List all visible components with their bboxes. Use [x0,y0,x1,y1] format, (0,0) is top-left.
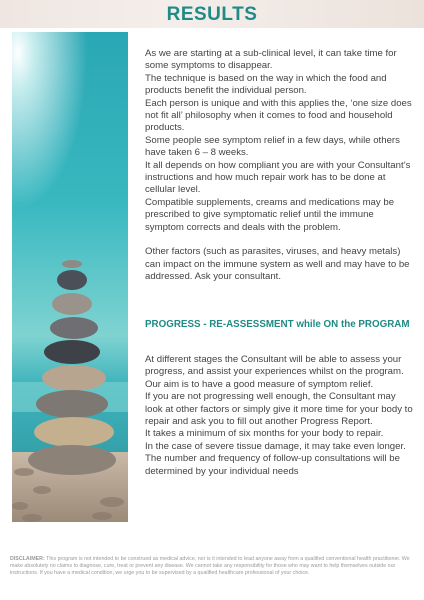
intro-paragraph: Compatible supplements, creams and medications may be prescribed to give symptomatic relief until the immune symptom corrects and deals with the problem. [145,196,395,233]
progress-text [145,354,413,478]
intro-paragraph: As we are starting at a sub-clinical level, it can take time for some symptoms to disappear. [145,48,397,72]
other-factors-paragraph: Other factors (such as parasites, viruses, and heavy metals) can impact on the immune system as well and may have to be addressed. Ask your consultant. [145,246,410,282]
disclaimer-text: This program is not intended to be construed as medical advice, nor is it intended to lead anyone away from a qualified conventional health practitioner. We make absolutely no claims to diagnose, cure, treat or prevent any disease. We cannot take any responsibility for those who may want to help themselves outside our instructions. If you have a medical condition, we urge you to be supervised by a qualified healthcare professional of your choice. [10,556,410,577]
stacked-stones-photo [12,32,128,522]
progress-paragraph: The number and frequency of follow-up consultations will be determined by your individual needs [145,453,400,477]
disclaimer-label: DISCLAIMER: [10,556,45,562]
paragraph-gap [145,234,413,246]
page-title: RESULTS [166,4,258,25]
intro-paragraph: Some people see symptom relief in a few days, while others have taken 6 – 8 weeks. [145,134,400,159]
progress-paragraph: If you are not progressing well enough, the Consultant may look at other factors or simply give it more time for your body to repair and ask you to fill out another Progress Report. [145,391,413,428]
disclaimer [10,556,414,578]
intro-paragraph: Each person is unique and with this applies the, ‘one size does not fit all’ philosophy when it comes to food and household products. [145,97,412,134]
intro-paragraph: It all depends on how compliant you are with your Consultant’s instructions and how much repair work has to be done at cellular level. [145,159,411,196]
intro-text [145,48,413,283]
progress-heading: PROGRESS - RE-ASSESSMENT while ON the PROGRAM [145,319,410,330]
progress-paragraph: At different stages the Consultant will be able to assess your progress, and assist your experiences whilst on the program. Our aim is to have a good measure of symptom relief. [145,354,404,390]
progress-paragraph: It takes a minimum of six months for your body to repair. [145,428,384,440]
progress-paragraph: In the case of severe tissue damage, it may take even longer. [145,440,406,452]
intro-paragraph: The technique is based on the way in which the food and products benefit the individual person. [145,72,387,97]
